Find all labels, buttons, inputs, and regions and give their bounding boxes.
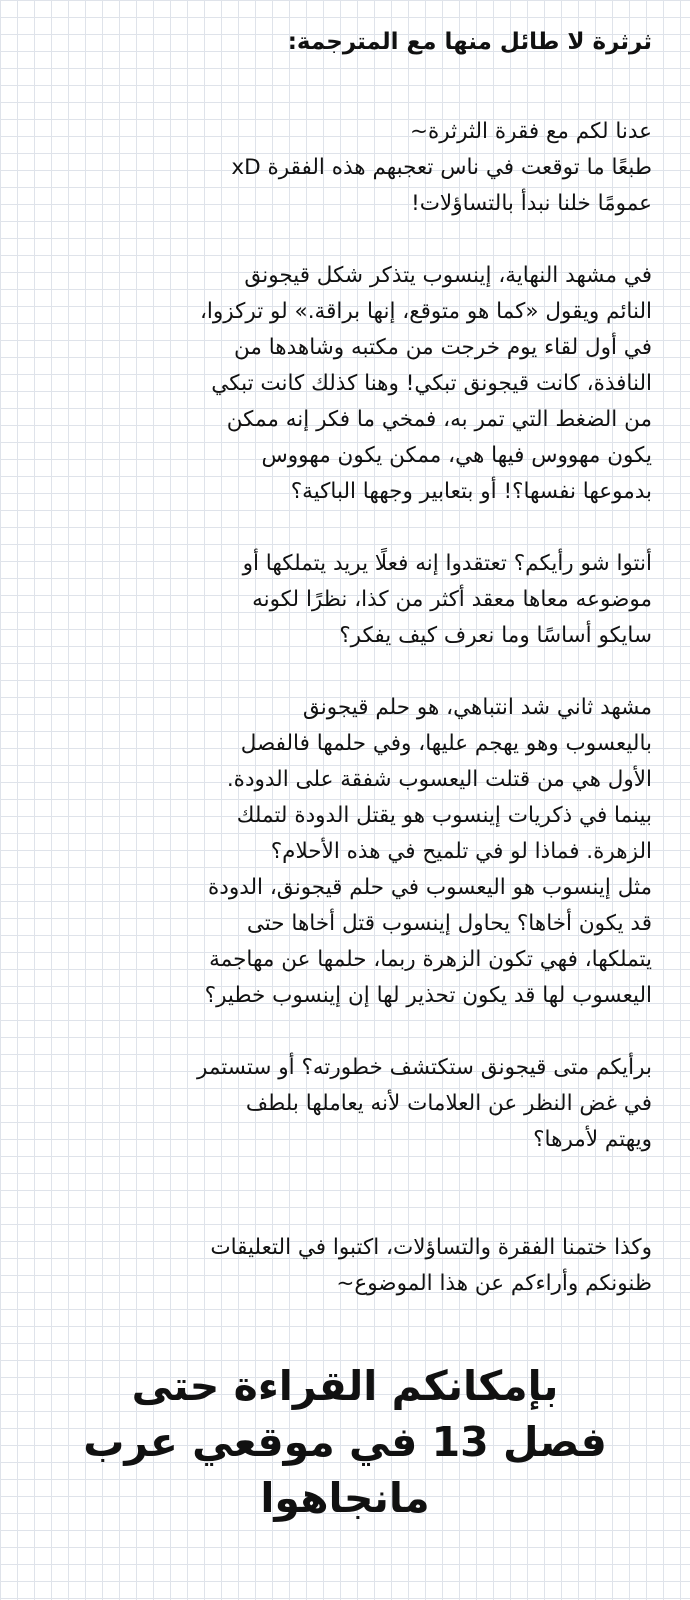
text-line: بينما في ذكريات إينسوب هو يقتل الدودة لتملك	[236, 803, 652, 828]
text-line: أنتوا شو رأيكم؟ تعتقدوا إنه فعلًا يريد يتملكها أو	[242, 551, 652, 576]
text-line: مشهد ثاني شد انتباهي، هو حلم قيجونق	[302, 695, 652, 720]
footer-line: فصل 13 في موقعي عرب	[83, 1418, 607, 1466]
paragraph-discovery	[40, 1050, 652, 1158]
paragraph-closing	[40, 1230, 652, 1302]
text-line: الزهرة. فماذا لو في تلميح في هذه الأحلام؟	[270, 839, 652, 864]
paragraph-ending-scene	[40, 258, 652, 510]
text-line: في غض النظر عن العلامات لأنه يعاملها بلطف	[245, 1091, 652, 1116]
paragraph-question	[40, 546, 652, 654]
text-line: في مشهد النهاية، إينسوب يتذكر شكل قيجونق	[244, 263, 652, 288]
text-line: بدموعها نفسها؟! أو بتعابير وجهها الباكية؟	[290, 479, 652, 504]
text-line: في أول لقاء يوم خرجت من مكتبه وشاهدها من	[233, 335, 652, 360]
footer-announcement	[0, 1358, 690, 1526]
text-line: النافذة، كانت قيجونق تبكي! وهنا كذلك كانت تبكي	[211, 371, 652, 396]
text-line: الأول هي من قتلت اليعسوب شفقة على الدودة.	[226, 767, 652, 792]
paragraph-spacer	[40, 510, 652, 546]
paragraph-intro	[40, 114, 652, 222]
text-line: موضوعه معاها معقد أكثر من كذا، نظرًا لكونه	[252, 587, 652, 612]
text-line: يتملكها، فهي تكون الزهرة ربما، حلمها عن مهاجمة	[209, 947, 652, 972]
text-line: طبعًا ما توقعت في ناس تعجبهم هذه الفقرة xD	[231, 155, 652, 180]
text-line: النائم ويقول «كما هو متوقع، إنها براقة.» لو تركزوا،	[199, 299, 652, 324]
text-line: مثل إينسوب هو اليعسوب في حلم قيجونق، الدودة	[207, 875, 652, 900]
paragraph-dream-scene	[40, 690, 652, 1014]
text-line: اليعسوب لها قد يكون تحذير لها إن إينسوب خطير؟	[204, 983, 652, 1008]
text-line: برأيكم متى قيجونق ستكتشف خطورته؟ أو ستستمر	[196, 1055, 652, 1080]
text-line: عدنا لكم مع فقرة الثرثرة~	[410, 119, 652, 144]
text-line: ويهتم لأمرها؟	[533, 1127, 652, 1152]
footer-line: مانجاهوا	[260, 1474, 430, 1522]
text-line: قد يكون أخاها؟ يحاول إينسوب قتل أخاها حتى	[246, 911, 652, 936]
paragraph-spacer	[40, 654, 652, 690]
text-line: باليعسوب وهو يهجم عليها، وفي حلمها فالفصل	[240, 731, 652, 756]
text-line: ظنونكم وأراءكم عن هذا الموضوع~	[336, 1271, 652, 1296]
paragraph-spacer	[40, 1158, 652, 1230]
text-line: يكون مهووس فيها هي، ممكن يكون مهووس	[261, 443, 652, 468]
text-line: عمومًا خلنا نبدأ بالتساؤلات!	[411, 191, 652, 216]
paragraph-spacer	[40, 222, 652, 258]
text-line: من الضغط التي تمر به، فمخي ما فكر إنه ممكن	[226, 407, 652, 432]
paragraph-spacer	[40, 1014, 652, 1050]
text-line: سايكو أساسًا وما نعرف كيف يفكر؟	[339, 623, 652, 648]
footer-line: بإمكانكم القراءة حتى	[131, 1362, 559, 1410]
text-line: وكذا ختمنا الفقرة والتساؤلات، اكتبوا في التعليقات	[210, 1235, 652, 1260]
section-heading: ثرثرة لا طائل منها مع المترجمة:	[287, 29, 652, 55]
